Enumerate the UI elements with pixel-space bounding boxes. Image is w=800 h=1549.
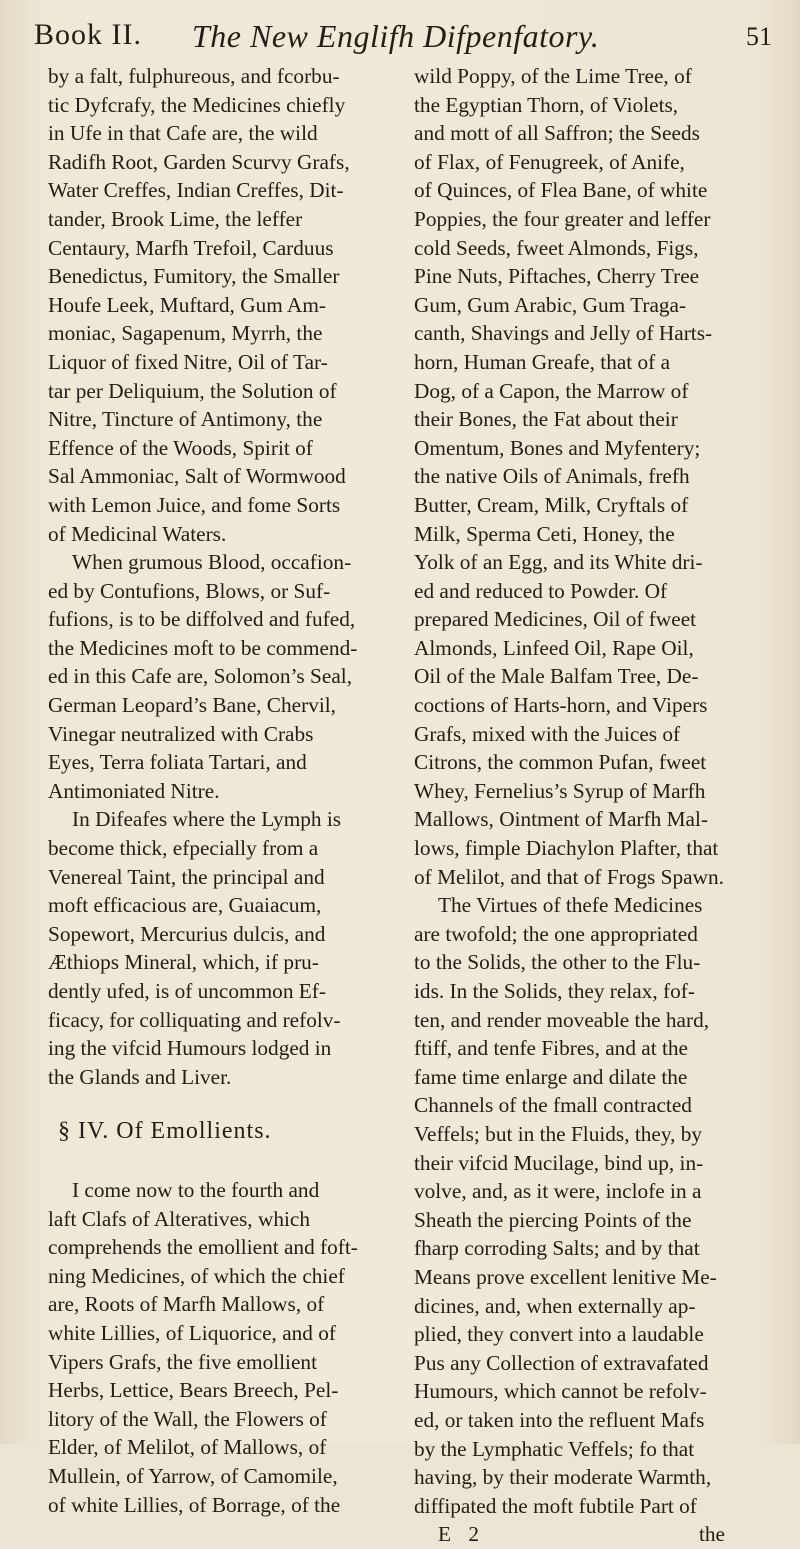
text-line: by a falt, fulphureous, and fcorbu- (48, 64, 340, 88)
text-line: Herbs, Lettice, Bears Breech, Pel- (48, 1378, 339, 1403)
text-line: Citrons, the common Pufan, fweet (414, 750, 707, 775)
text-line: ed by Contufions, Blows, or Suf- (48, 578, 331, 603)
text-line: dicines, and, when externally ap- (414, 1293, 696, 1318)
text-line: moft efficacious are, Guaiacum, (48, 893, 322, 918)
text-line: Sopewort, Mercurius dulcis, and (48, 921, 326, 946)
text-line: Dog, of a Capon, the Marrow of (414, 378, 689, 403)
text-line: Sal Ammoniac, Salt of Wormwood (48, 464, 346, 489)
text-line: Water Creffes, Indian Creffes, Dit- (48, 178, 344, 203)
text-line: I come now to the fourth and (72, 1177, 320, 1202)
text-line: their Bones, the Fat about their (414, 407, 678, 432)
text-line: Almonds, Linfeed Oil, Rape Oil, (414, 635, 694, 660)
text-line: Pine Nuts, Piftaches, Cherry Tree (414, 264, 700, 289)
text-line: of Melilot, and that of Frogs Spawn. (414, 864, 724, 889)
left-column (48, 62, 408, 1519)
signature-line (414, 1520, 786, 1549)
text-line: Effence of the Woods, Spirit of (48, 435, 313, 460)
text-line: Yolk of an Egg, and its White dri- (414, 550, 703, 575)
text-line: ids. In the Solids, they relax, fof- (414, 979, 695, 1003)
text-line: Channels of the fmall contracted (414, 1093, 692, 1118)
text-line: by the Lymphatic Veffels; fo that (414, 1436, 695, 1461)
text-line: Omentum, Bones and Myfentery; (414, 435, 701, 460)
text-line: Liquor of fixed Nitre, Oil of Tar- (48, 349, 328, 374)
text-line: litory of the Wall, the Flowers of (48, 1406, 327, 1431)
right-column (414, 62, 786, 1549)
text-line: Humours, which cannot be refolv- (414, 1379, 707, 1404)
page-number: 51 (746, 22, 772, 51)
text-line: Elder, of Melilot, of Mallows, of (48, 1435, 327, 1460)
text-line: ficacy, for colliquating and refolv- (48, 1007, 341, 1032)
text-line: to the Solids, the other to the Flu- (414, 950, 701, 975)
text-line: are, Roots of Marfh Mallows, of (48, 1292, 325, 1317)
text-line: ed, or taken into the refluent Mafs (414, 1407, 705, 1432)
text-line: cold Seeds, fweet Almonds, Figs, (414, 235, 699, 260)
text-line: tander, Brook Lime, the leffer (48, 206, 303, 231)
running-title: The New Englifh Difpenfatory. (192, 18, 600, 54)
text-line: coctions of Harts-horn, and Vipers (414, 693, 708, 718)
text-line: ed and reduced to Powder. Of (414, 578, 668, 603)
text-line: the native Oils of Animals, frefh (414, 464, 690, 489)
text-line: their vifcid Mucilage, bind up, in- (414, 1150, 704, 1175)
text-line: the Egyptian Thorn, of Violets, (414, 92, 679, 117)
text-line: tar per Deliquium, the Solution of (48, 378, 337, 403)
text-line: fufions, is to be diffolved and fufed, (48, 607, 356, 632)
text-line: Oil of the Male Balfam Tree, De- (414, 664, 699, 689)
text-line: in Ufe in that Cafe are, the wild (48, 121, 318, 146)
text-line: ing the vifcid Humours lodged in (48, 1036, 332, 1061)
catchword: the (698, 1522, 726, 1547)
text-line: Radifh Root, Garden Scurvy Grafs, (48, 149, 350, 174)
text-line: Grafs, mixed with the Juices of (414, 721, 681, 746)
text-line: are twofold; the one appropriated (414, 921, 698, 946)
text-line: Milk, Sperma Ceti, Honey, the (414, 521, 675, 546)
text-line: Nitre, Tincture of Antimony, the (48, 407, 323, 432)
text-line: wild Poppy, of the Lime Tree, of (414, 64, 692, 88)
text-line: of Medicinal Waters. (48, 521, 227, 546)
text-line: Poppies, the four greater and leffer (414, 206, 711, 231)
text-line: In Difeafes where the Lymph is (72, 807, 342, 832)
text-line: of Quinces, of Flea Bane, of white (414, 178, 708, 203)
text-line: volve, and, as it were, inclofe in a (414, 1179, 702, 1204)
signature-mark: E 2 (438, 1522, 485, 1547)
text-line: dently ufed, is of uncommon Ef- (48, 979, 326, 1003)
text-line: of Flax, of Fenugreek, of Anife, (414, 149, 685, 174)
text-line: fame time enlarge and dilate the (414, 1064, 688, 1089)
text-line: Vipers Grafs, the five emollient (48, 1349, 317, 1374)
text-line: white Lillies, of Liquorice, and of (48, 1320, 337, 1345)
text-line: of white Lillies, of Borrage, of the (48, 1492, 341, 1517)
text-line: become thick, efpecially from a (48, 836, 319, 861)
text-line: comprehends the emollient and foft- (48, 1235, 358, 1260)
book-label: Book II. (34, 18, 142, 51)
text-line: Mullein, of Yarrow, of Camomile, (48, 1463, 338, 1488)
text-line: ten, and render moveable the hard, (414, 1007, 710, 1032)
text-line: The Virtues of thefe Medicines (438, 893, 703, 918)
text-line: the Medicines moft to be commend- (48, 635, 358, 660)
text-line: Venereal Taint, the principal and (48, 864, 325, 889)
text-line: ed in this Cafe are, Solomon’s Seal, (48, 664, 353, 689)
text-line: canth, Shavings and Jelly of Harts- (414, 321, 713, 346)
text-line: Means prove excellent lenitive Me- (414, 1264, 717, 1289)
text-line: lows, fimple Diachylon Plafter, that (414, 836, 719, 861)
text-line: Sheath the piercing Points of the (414, 1207, 692, 1232)
text-line: German Leopard’s Bane, Chervil, (48, 693, 337, 718)
text-line: fharp corroding Salts; and by that (414, 1236, 700, 1261)
section-heading: § IV. Of Emollients. (58, 1118, 272, 1145)
text-line: and mott of all Saffron; the Seeds (414, 121, 700, 146)
text-line: the Glands and Liver. (48, 1064, 232, 1089)
text-line: moniac, Sagapenum, Myrrh, the (48, 321, 323, 346)
text-line: Vinegar neutralized with Crabs (48, 721, 314, 746)
running-header (20, 8, 780, 56)
text-line: Veffels; but in the Fluids, they, by (414, 1121, 703, 1146)
text-line: Houfe Leek, Muftard, Gum Am- (48, 292, 326, 317)
text-line: Centaury, Marfh Trefoil, Carduus (48, 235, 334, 260)
text-line: Whey, Fernelius’s Syrup of Marfh (414, 778, 706, 803)
text-line: ning Medicines, of which the chief (48, 1263, 345, 1288)
text-line: ftiff, and tenfe Fibres, and at the (414, 1036, 689, 1061)
text-line: Æthiops Mineral, which, if pru- (48, 950, 319, 975)
text-line: Eyes, Terra foliata Tartari, and (48, 750, 307, 775)
text-line: Gum, Gum Arabic, Gum Traga- (414, 292, 687, 317)
text-line: tic Dyfcrafy, the Medicines chiefly (48, 92, 346, 117)
text-line: Benedictus, Fumitory, the Smaller (48, 264, 340, 289)
text-line: with Lemon Juice, and fome Sorts (48, 492, 341, 517)
text-line: plied, they convert into a laudable (414, 1322, 704, 1347)
text-line: Antimoniated Nitre. (48, 778, 220, 803)
text-line: Pus any Collection of extravafated (414, 1350, 709, 1375)
text-line: laft Clafs of Alteratives, which (48, 1206, 310, 1231)
text-line: horn, Human Greafe, that of a (414, 349, 671, 374)
text-line: prepared Medicines, Oil of fweet (414, 607, 697, 632)
text-line: When grumous Blood, occafion- (72, 550, 352, 575)
text-line: Mallows, Ointment of Marfh Mal- (414, 807, 708, 832)
text-line: Butter, Cream, Milk, Cryftals of (414, 492, 689, 517)
text-line: having, by their moderate Warmth, (414, 1465, 712, 1490)
text-line: diffipated the moft fubtile Part of (414, 1493, 697, 1518)
